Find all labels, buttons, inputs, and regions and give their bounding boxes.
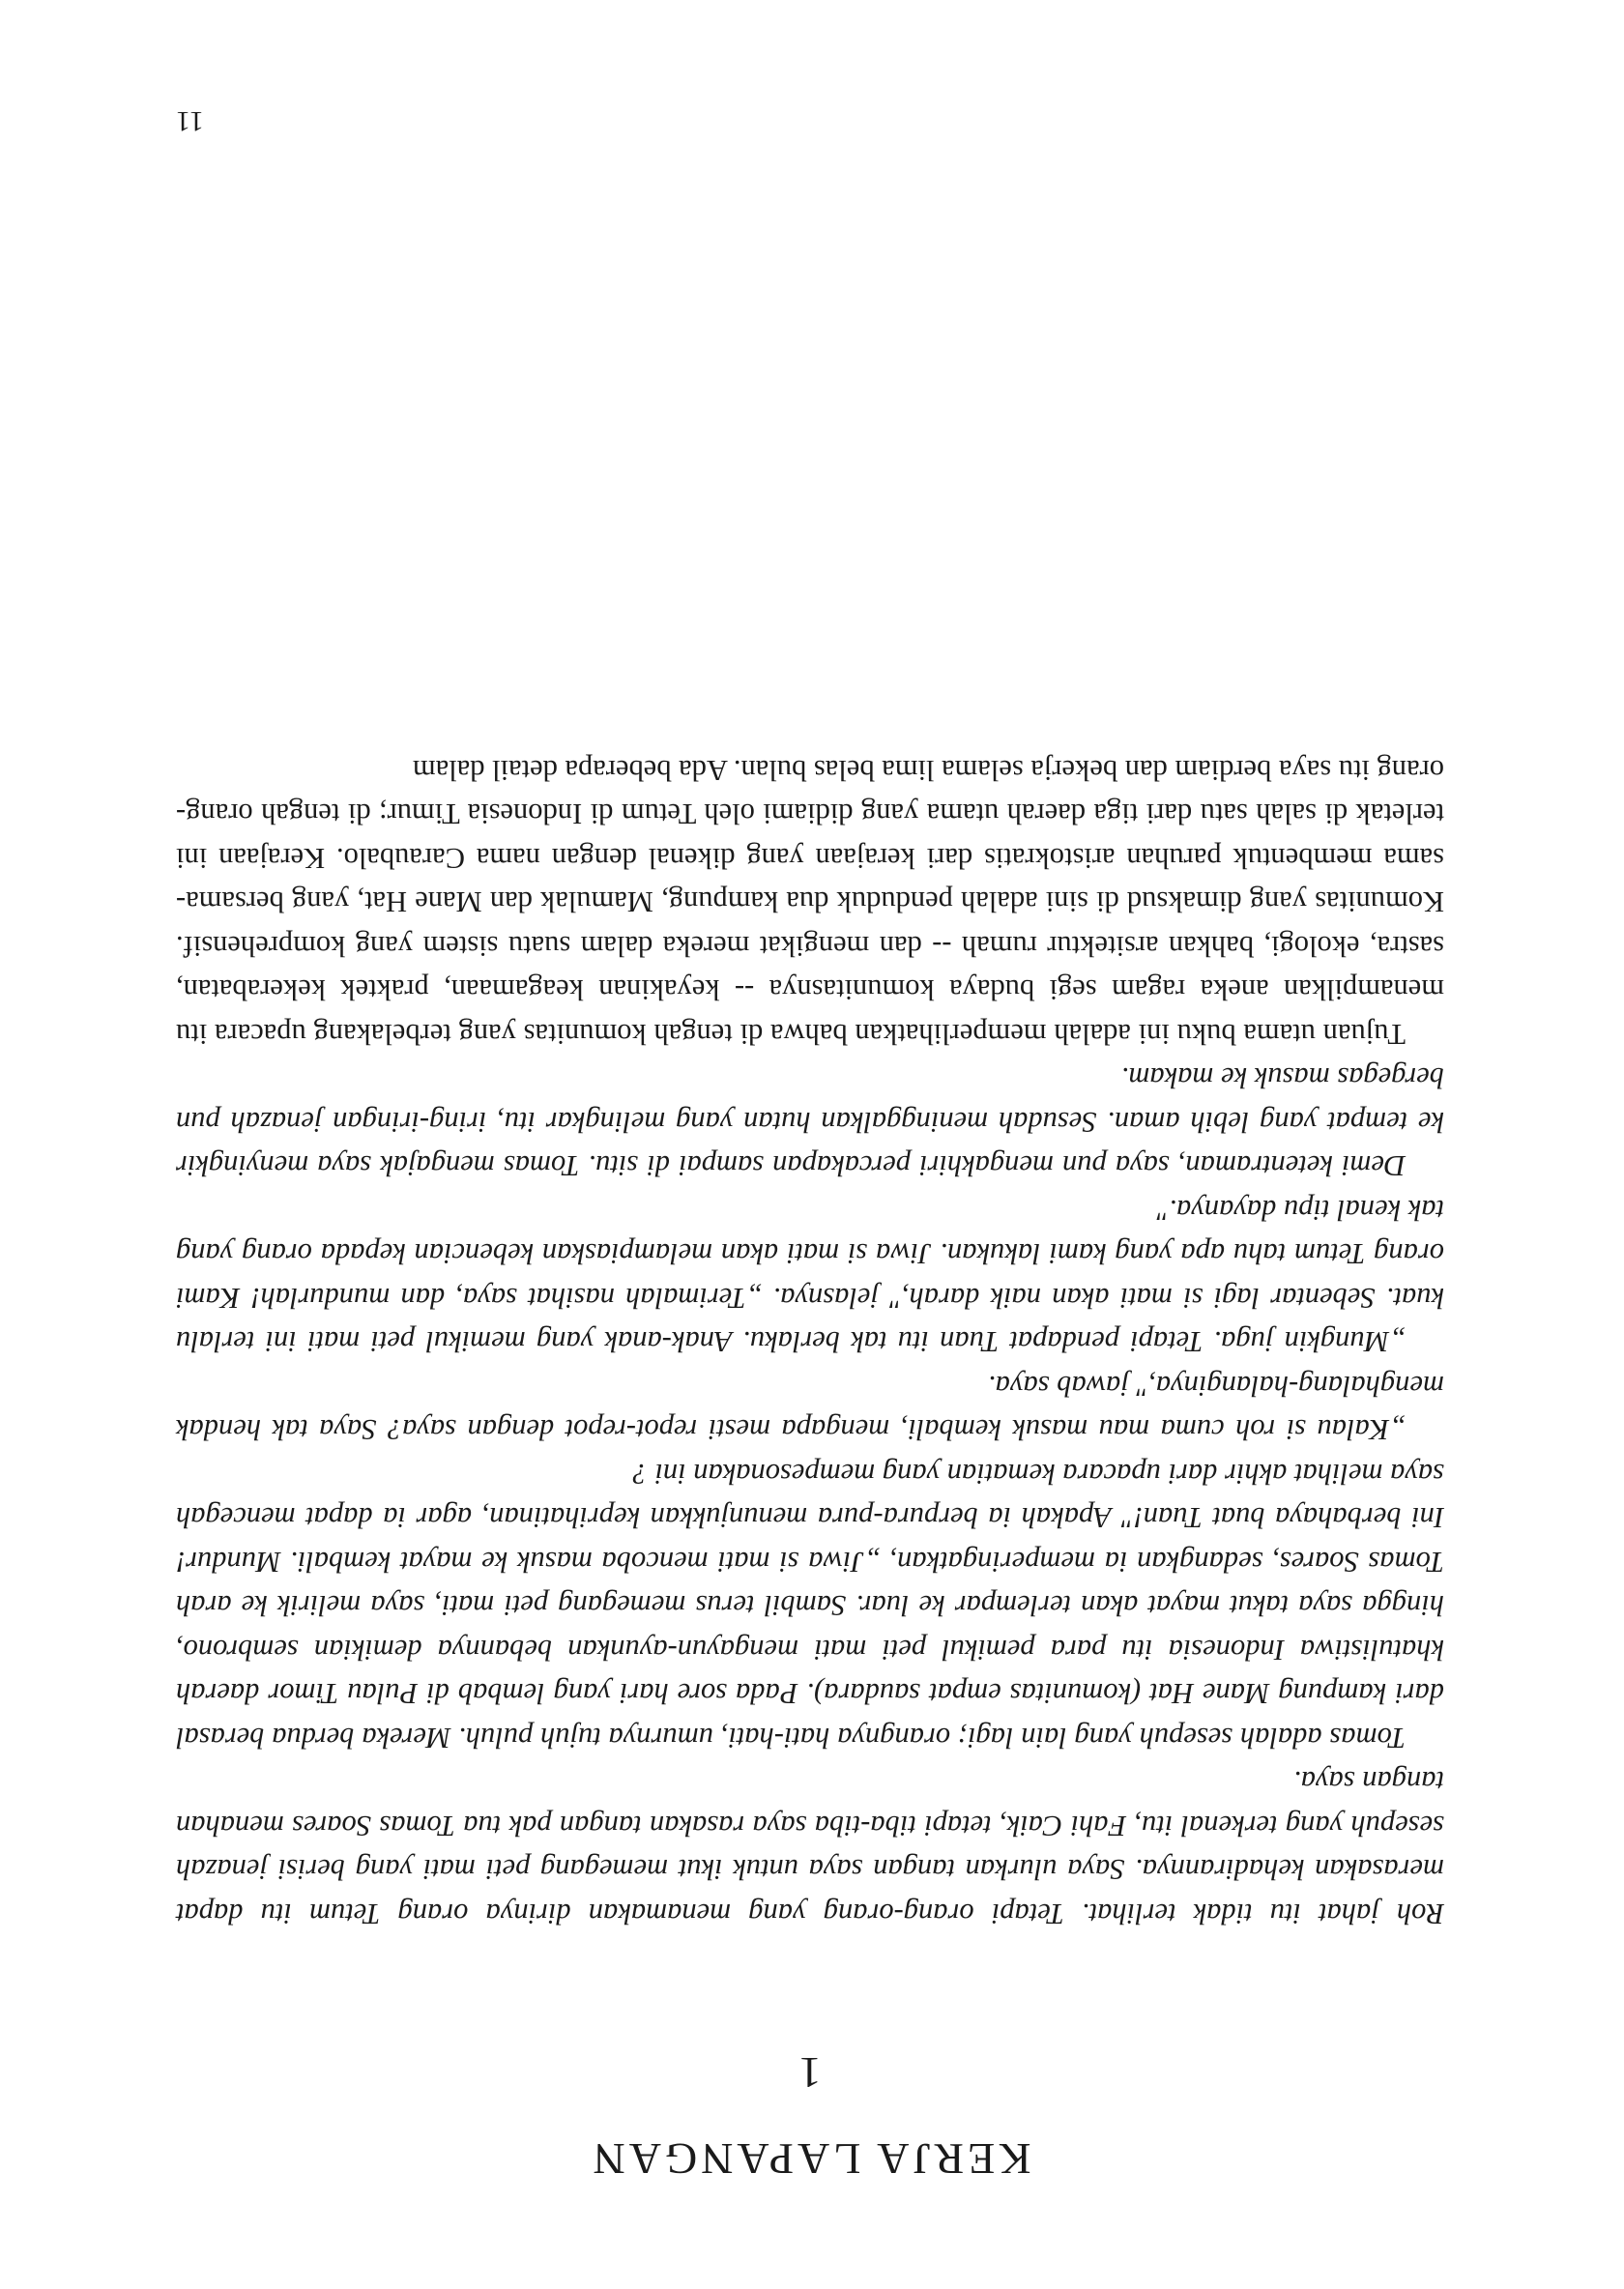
paragraph-opening: Roh jahat itu tidak terlihat. Tetapi orang-orang yang menamakan dirinya orang Tetum itu dapat merasakan kehadirannya. Saya ulurkan tangan saya untuk ikut memegang peti mati yang berisi jenazah sesepuh yang terkenal itu, Fahi Caik, tetapi tiba-tiba saya rasakan tangan pak tua Tomas Soares menahan tangan saya. xyxy=(176,1765,1444,1930)
paragraph-tomas: Tomas adalah sesepuh yang lain lagi; orangnya hati-hati, umurnya tujuh puluh. Mereka berdua berasal dari kampung Mane Hat (komunitas empat saudara). Pada sore hari yang lembab di Pulau Timor daerah khatulistiwa Indonesia itu para pemikul peti mati mengayun-ayunkan bebannya demikian sembrono, hingga saya takut mayat akan terlempar ke luar. Sambil terus memegang peti mati, saya melirik ke arah Tomas Soares, sedangkan ia memperingatkan, „Jiwa si mati mencoba masuk ke mayat kembali. Mundur! Ini berbahaya buat Tuan!" Apakah ia berpura-pura menunjukkan keprihatinan, agar ia dapat mencegah saya melihat akhir dari upacara kematian yang mempesonakan ini ? xyxy=(176,1458,1444,1754)
paragraph-book-purpose: Tujuan utama buku ini adalah memperlihatkan bahwa di tengah komunitas yang terbelakang upacara itu menampilkan aneka ragam segi budaya komunitasnya -- keyakinan keagamaan, praktek kekerabatan, sastra, ekologi, bahkan arsitektur rumah -- dan mengikat mereka dalam suatu sistem yang komprehensif. Komunitas yang dimaksud di sini adalah penduduk dua kampung, Mamulak dan Mane Hat, yang bersama-sama membentuk paruhan aristokratis dari kerajaan yang dikenal dengan nama Caraubalo. Kerajaan ini terletak di salah satu dari tiga daerah utama yang didiami oleh Tetum di Indonesia Timur; di tengah orang-orang itu saya berdiam dan bekerja selama lima belas bulan. Ada beberapa detail dalam xyxy=(176,754,1444,1051)
paragraph-procession: Demi ketentraman, saya pun mengakhiri percakapan sampai di situ. Tomas mengajak saya menyingkir ke tempat yang lebih aman. Sesudah meninggalkan hutan yang melingkar itu, iring-iringan jenazah pun bergegas masuk ke makam. xyxy=(176,1061,1444,1183)
paragraph-dialogue-reply: „Kalau si roh cuma mau masuk kembali, mengapa mesti repot-repot dengan saya? Saya tak hendak menghalang-halanginya," jawab saya. xyxy=(176,1370,1444,1447)
chapter-title: KERJA LAPANGAN xyxy=(589,2134,1031,2184)
page-number: 11 xyxy=(176,105,204,137)
paragraph-dialogue-warning: „Mungkin juga. Tetapi pendapat Tuan itu tak berlaku. Anak-anak yang memikul peti mati ini terlalu kuat. Sebentar lagi si mati akan naik darah," jelasnya. „Terimalah nasihat saya, dan mundurlah! Kami orang Tetum tahu apa yang kami lakukan. Jiwa si mati akan melampiaskan kebencian kepada orang yang tak kenal tipu dayanya." xyxy=(176,1194,1444,1359)
page-sheet xyxy=(176,105,1444,2186)
body-text xyxy=(176,748,1444,1936)
chapter-number: 1 xyxy=(798,2048,822,2098)
